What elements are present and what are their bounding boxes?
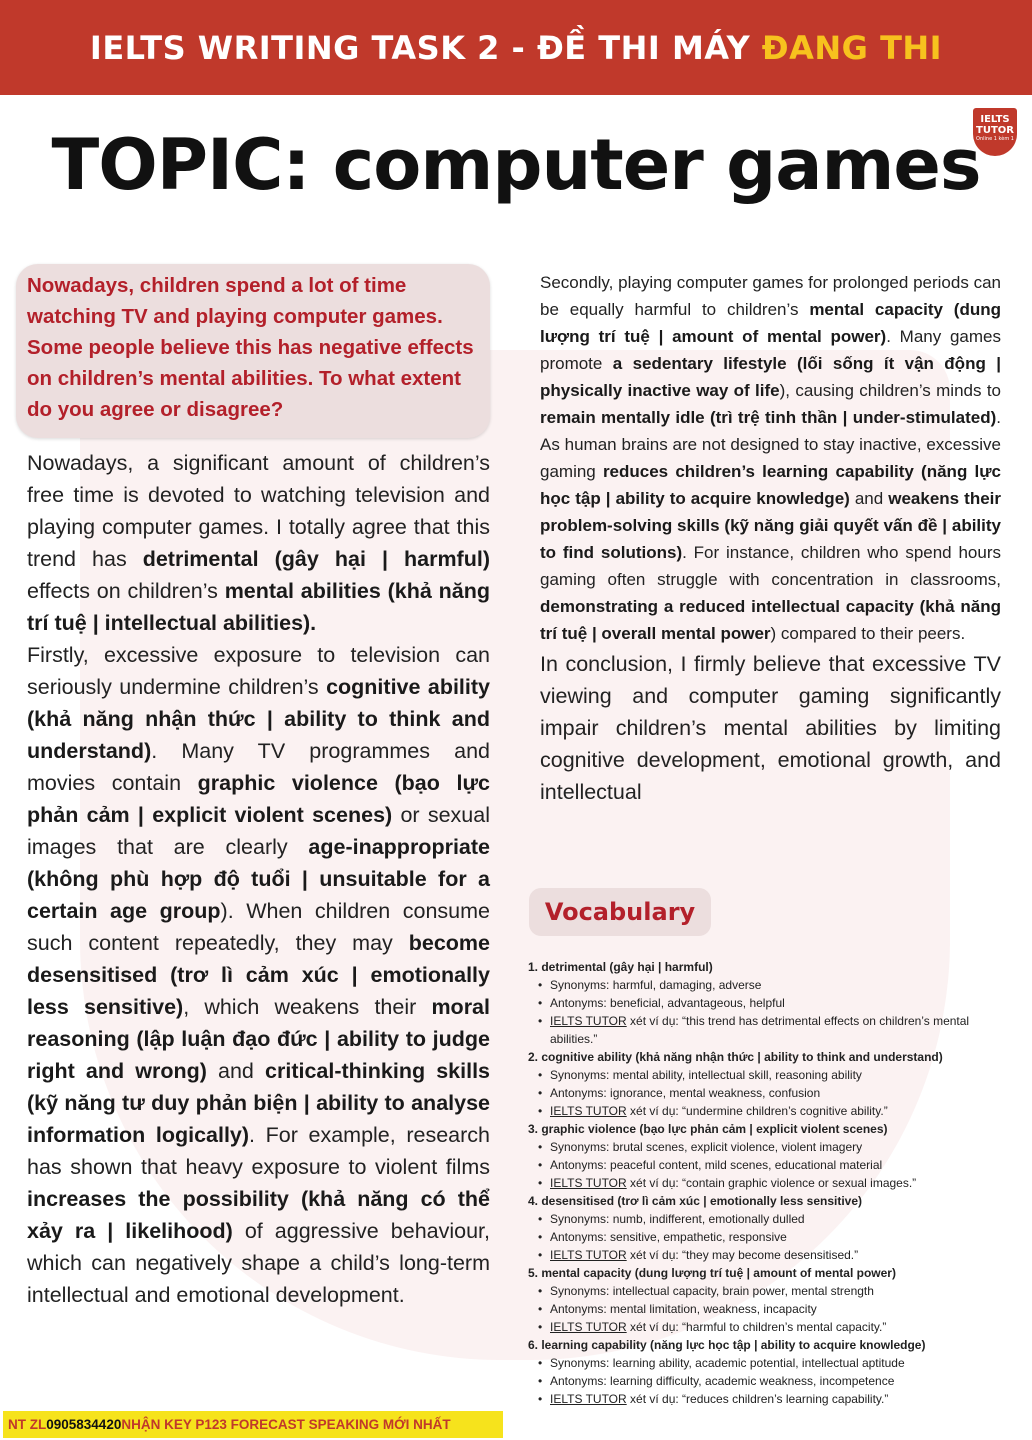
vocab-item: 6. learning capability (năng lực học tập | ability to acquire knowledge) • Synonyms: learning ability, academic potential, intellectual aptitude • Antonyms: learning difficulty, academic weakness, incompetence • IELTS TUTOR xét ví dụ: “reduces children’s learning capability.” <box>528 1336 998 1408</box>
ielts-tutor-link[interactable]: IELTS TUTOR <box>550 1320 627 1334</box>
essay-body-1: Firstly, excessive exposure to television can seriously undermine children’s cognitive ability (khả năng nhận thức | ability to think and understand). Many TV programmes and movies contain graphic violence (bạo lực phản cảm | explicit violent scenes) or sexual images that are clearly age-inappropriate (không phù hợp độ tuổi | unsuitable for a certain age group). When children consume such content repeatedly, they may become desensitised (trơ lì cảm xúc | emotionally less sensitive), which weakens their moral reasoning (lập luận đạo đức | ability to judge right and wrong) and critical-thinking skills (kỹ năng tư duy phản biện | ability to analyse information logically). For example, research has shown that heavy exposure to violent films increases the possibility (khả năng có thể xảy ra | likelihood) of aggressive behaviour, which can negatively shape a child’s long-term intellectual and emotional development. <box>27 643 491 1307</box>
vocab-item: 1. detrimental (gây hại | harmful) • Synonyms: harmful, damaging, adverse • Antonyms: beneficial, advantageous, helpful • IELTS TUTOR xét ví dụ: “this trend has detrimental effects on children’s mental abilities.” <box>528 958 998 1048</box>
ielts-tutor-link[interactable]: IELTS TUTOR <box>550 1392 627 1406</box>
ielts-tutor-logo: IELTS TUTOR Online 1 kèm 1 <box>973 108 1017 156</box>
question-text: Nowadays, children spend a lot of time watching TV and playing computer games. Some people believe this has negative effects on children’s mental abilities. To what extent do you agree or disagree? <box>27 274 474 421</box>
essay-body-2: Secondly, playing computer games for prolonged periods can be equally harmful to children’s mental capacity (dung lượng trí tuệ | amount of mental power). Many games promote a sedentary lifestyle (lối sống ít vận động | physically inactive way of life), causing children’s minds to remain mentally idle (trì trệ tinh thần | under-stimulated). As human brains are not designed to stay inactive, excessive gaming reduces children’s learning capability (năng lực học tập | ability to acquire knowledge) and weakens their problem-solving skills (kỹ năng giải quyết vấn đề | ability to find solutions). For instance, children who spend hours gaming often struggle with concentration in classrooms, demonstrating a reduced intellectual capacity (khả năng trí tuệ | overall mental power) compared to their peers. <box>540 273 1002 643</box>
vocab-item: 4. desensitised (trơ lì cảm xúc | emotionally less sensitive) • Synonyms: numb, indifferent, emotionally dulled • Antonyms: sensitive, empathetic, responsive • IELTS TUTOR xét ví dụ: “they may become desensitised.” <box>528 1192 998 1264</box>
vocab-item: 5. mental capacity (dung lượng trí tuệ | amount of mental power) • Synonyms: intellectual capacity, brain power, mental strength • Antonyms: mental limitation, weakness, incapacity • IELTS TUTOR xét ví dụ: “harmful to children’s mental capacity.” <box>528 1264 998 1336</box>
vocabulary-list <box>528 958 998 1408</box>
footer-phone: 0905834420 <box>46 1417 122 1432</box>
vocab-item: 2. cognitive ability (khả năng nhận thức | ability to think and understand) • Synonyms: mental ability, intellectual skill, reasoning ability • Antonyms: ignorance, mental weakness, confusion • IELTS TUTOR xét ví dụ: “undermine children’s cognitive ability.” <box>528 1048 998 1120</box>
essay-conclusion: In conclusion, I firmly believe that excessive TV viewing and computer gaming significantly impair children’s mental abilities by limiting cognitive development, emotional growth, and intellectual <box>540 652 1001 804</box>
essay-right-column <box>540 269 1001 808</box>
vocabulary-heading: Vocabulary <box>529 888 711 936</box>
page-title: TOPIC: computer games <box>51 124 981 206</box>
ielts-tutor-link[interactable]: IELTS TUTOR <box>550 1248 627 1262</box>
vocab-item: 3. graphic violence (bạo lực phản cảm | explicit violent scenes) • Synonyms: brutal scenes, explicit violence, violent imagery • Antonyms: peaceful content, mild scenes, educational material • IELTS TUTOR xét ví dụ: “contain graphic violence or sexual images.” <box>528 1120 998 1192</box>
header-banner <box>0 0 1032 95</box>
essay-left-column <box>27 447 490 1311</box>
banner-title: IELTS WRITING TASK 2 - ĐỀ THI MÁY ĐANG THI <box>89 28 943 67</box>
banner-accent: ĐANG THI <box>761 28 943 67</box>
essay-intro: Nowadays, a significant amount of children’s free time is devoted to watching television and playing computer games. I totally agree that this trend has detrimental (gây hại | harmful) effects on children’s mental abilities (khả năng trí tuệ | intellectual abilities). <box>27 451 490 635</box>
ielts-tutor-link[interactable]: IELTS TUTOR <box>550 1176 627 1190</box>
ielts-tutor-link[interactable]: IELTS TUTOR <box>550 1104 627 1118</box>
footer-contact-bar[interactable]: NT ZL 0905834420 NHẬN KEY P123 FORECAST SPEAKING MỚI NHẤT <box>3 1411 503 1438</box>
question-box <box>16 264 490 438</box>
ielts-tutor-link[interactable]: IELTS TUTOR <box>550 1014 627 1028</box>
